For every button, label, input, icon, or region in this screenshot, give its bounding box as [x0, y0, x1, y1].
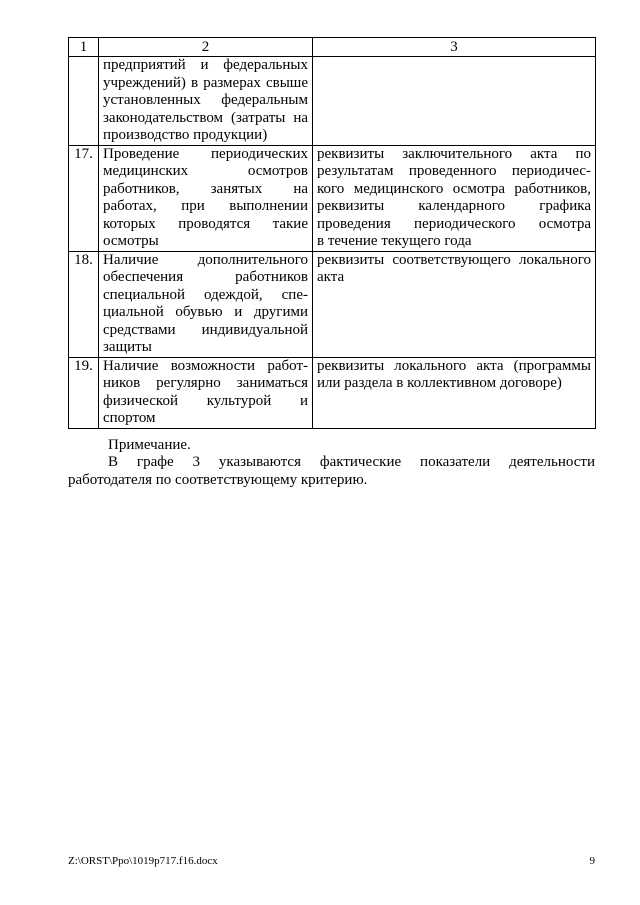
table-header-row	[69, 38, 596, 57]
criterion-line: работников, занятых на	[103, 180, 308, 197]
details-line: или раздела в коллективном договоре)	[317, 375, 562, 391]
criterion-cell	[99, 251, 313, 357]
criterion-line: которых проводятся такие	[103, 215, 308, 232]
criterion-line: ников регулярно заниматься	[103, 375, 308, 391]
details-cell	[313, 57, 596, 146]
table-row	[69, 145, 596, 251]
footer-file-path: Z:\ORST\Ppo\1019p717.f16.docx	[68, 855, 218, 867]
row-number: 17.	[69, 145, 99, 251]
table-row	[69, 357, 596, 428]
details-line: реквизиты заключительного акта по	[317, 145, 591, 162]
details-line: проведения периодического осмотра	[317, 215, 591, 232]
details-line: реквизиты календарного графика	[317, 198, 591, 214]
criterion-line: циальной обувью и другими	[103, 304, 308, 320]
details-cell	[313, 357, 596, 428]
criterion-line: установленных федеральным	[103, 92, 308, 108]
details-line: реквизиты соответствующего локального	[317, 251, 591, 268]
criterion-line: обеспечения работников	[103, 269, 308, 285]
note-body	[68, 453, 595, 489]
table-row	[69, 57, 596, 146]
criterion-line: средствами индивидуальной	[103, 321, 308, 338]
note-line-2: работодателя по соответствующему критерию.	[68, 472, 368, 488]
details-line: реквизиты локального акта (программы	[317, 357, 591, 374]
table-row	[69, 251, 596, 357]
criterion-line: Проведение периодических	[103, 145, 308, 162]
details-line: в течение текущего года	[317, 233, 472, 249]
criterion-line: производство продукции)	[103, 127, 268, 143]
criterion-line: Наличие дополнительного	[103, 251, 308, 268]
row-number: 19.	[69, 357, 99, 428]
note-line-1: В графе 3 указываются фактические показатели деятельности	[108, 454, 595, 470]
criterion-line: физической культурой и	[103, 392, 308, 409]
criterion-cell	[99, 145, 313, 251]
criteria-table	[68, 37, 596, 429]
details-line: результатам проведенного периодичес-	[317, 163, 591, 179]
criterion-line: специальной одеждой, спе-	[103, 286, 308, 303]
header-cell-2: 2	[99, 38, 313, 57]
criterion-line: учреждений) в размерах свыше	[103, 74, 308, 91]
footer-page-number: 9	[589, 855, 595, 867]
row-number: 18.	[69, 251, 99, 357]
header-cell-1: 1	[69, 38, 99, 57]
note-title: Примечание.	[108, 437, 191, 453]
details-cell	[313, 251, 596, 357]
criterion-line: медицинских осмотров	[103, 163, 308, 179]
criterion-cell	[99, 357, 313, 428]
details-cell	[313, 145, 596, 251]
criterion-line: осмотры	[103, 233, 159, 249]
criterion-line: законодательством (затраты на	[103, 109, 308, 126]
criterion-line: предприятий и федеральных	[103, 57, 308, 73]
criterion-line: Наличие возможности работ-	[103, 357, 308, 374]
row-number	[69, 57, 99, 146]
details-line: акта	[317, 269, 345, 285]
details-line: кого медицинского осмотра работников,	[317, 180, 591, 197]
criterion-line: работах, при выполнении	[103, 198, 308, 214]
criterion-cell	[99, 57, 313, 146]
criterion-line: защиты	[103, 339, 152, 355]
criterion-line: спортом	[103, 410, 156, 426]
header-cell-3: 3	[313, 38, 596, 57]
